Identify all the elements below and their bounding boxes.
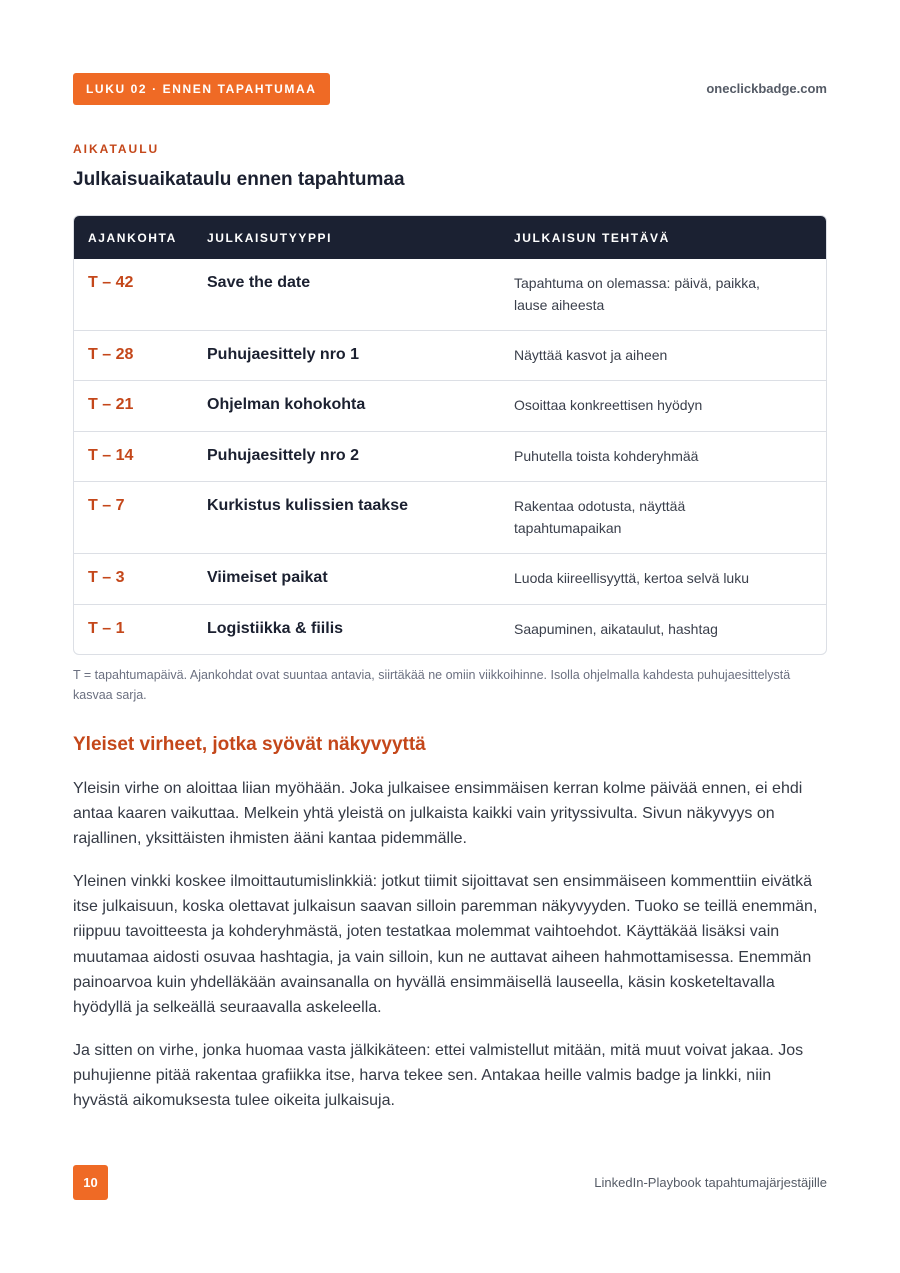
column-header-type: JULKAISUTYYPPI [207,230,333,245]
column-header-task: JULKAISUN TEHTÄVÄ [514,230,670,245]
row-task: Luoda kiireellisyyttä, kertoa selvä luku [514,570,750,586]
row-time: T – 42 [88,274,134,291]
row-time: T – 14 [88,447,134,464]
row-task: Rakentaa odotusta, näyttää tapahtumapaikan [514,498,686,536]
row-task: Tapahtuma on olemassa: päivä, paikka, lause aiheesta [514,275,760,313]
page-number-badge: 10 [73,1165,108,1200]
mistakes-heading: Yleiset virheet, jotka syövät näkyvyyttä [73,734,426,755]
site-domain: oneclickbadge.com [706,81,827,96]
row-type: Kurkistus kulissien taakse [207,497,408,514]
table-row [74,330,826,380]
row-time: T – 28 [88,346,134,363]
row-task: Saapuminen, aikataulut, hashtag [514,621,718,637]
body-paragraph: Yleinen vinkki koskee ilmoittautumislinkkiä: jotkut tiimit sijoittavat sen ensimmäiseen kommenttiin eivätkä itse julkaisuun, koska olettavat julkaisun saavan silloin paremman näkyvyyden. Tuoko se teillä enemmän, riippuu tavoitteesta ja kohderyhmästä, joten testatkaa molemmat vaihtoehdot. Käyttäkää lisäksi vain muutamaa aidosti osuvaa hashtagia, ja vain silloin, kun ne auttavat aiheen hahmottamisessa. Enemmän painoarvoa kuin yhdelläkään avainsanalla on hyvällä ensimmäisellä lauseella, käsin kosketeltavalla hyödyllä ja selkeällä seuraavalla askeleella. [73,873,818,1017]
row-type: Puhujaesittely nro 2 [207,447,360,464]
table-footnote: T = tapahtumapäivä. Ajankohdat ovat suuntaa antavia, siirtäkää ne omiin viikkoihinne. Isolla ohjelmalla kahdesta puhujaesittelystä kasvaa sarja. [73,668,791,702]
column-header-time: AJANKOHTA [88,230,177,245]
row-time: T – 1 [88,620,125,637]
row-task: Näyttää kasvot ja aiheen [514,347,668,363]
row-type: Logistiikka & fiilis [207,620,344,637]
table-row [74,380,826,431]
section-eyebrow: AIKATAULU [73,142,160,156]
chapter-badge: LUKU 02 · ENNEN TAPAHTUMAA [73,73,330,105]
table-row [74,259,826,330]
row-task: Osoittaa konkreettisen hyödyn [514,397,703,413]
row-type: Puhujaesittely nro 1 [207,346,360,363]
row-time: T – 21 [88,396,134,413]
schedule-table [73,215,827,655]
page-header [73,73,827,105]
table-header [74,216,826,259]
table-row [74,553,826,604]
body-paragraph: Yleisin virhe on aloittaa liian myöhään. Joka julkaisee ensimmäisen kerran kolme päivää ennen, ei ehdi antaa kaaren vaikuttaa. Melkein yhtä yleistä on julkaista kaikki vain yrityssivulta. Sivun näkyvyys on rajallinen, yksittäisten ihmisten ääni kantaa pidemmälle. [73,780,803,848]
publication-title: LinkedIn-Playbook tapahtumajärjestäjille [594,1175,827,1190]
table-row [74,604,826,654]
body-paragraph: Ja sitten on virhe, jonka huomaa vasta jälkikäteen: ettei valmistellut mitään, mitä muut voivat jakaa. Jos puhujienne pitää rakentaa grafiikka itse, harva tekee sen. Antakaa heille valmis badge ja linkki, niin hyvästä aikomuksesta tulee oikeita julkaisuja. [73,1042,804,1110]
row-time: T – 7 [88,497,125,514]
row-task: Puhutella toista kohderyhmää [514,448,699,464]
section-title: Julkaisuaikataulu ennen tapahtumaa [73,169,405,190]
row-type: Save the date [207,274,311,291]
row-type: Viimeiset paikat [207,569,328,586]
table-row [74,431,826,481]
table-row [74,481,826,553]
row-time: T – 3 [88,569,125,586]
table-body [74,259,826,654]
row-type: Ohjelman kohokohta [207,396,366,413]
